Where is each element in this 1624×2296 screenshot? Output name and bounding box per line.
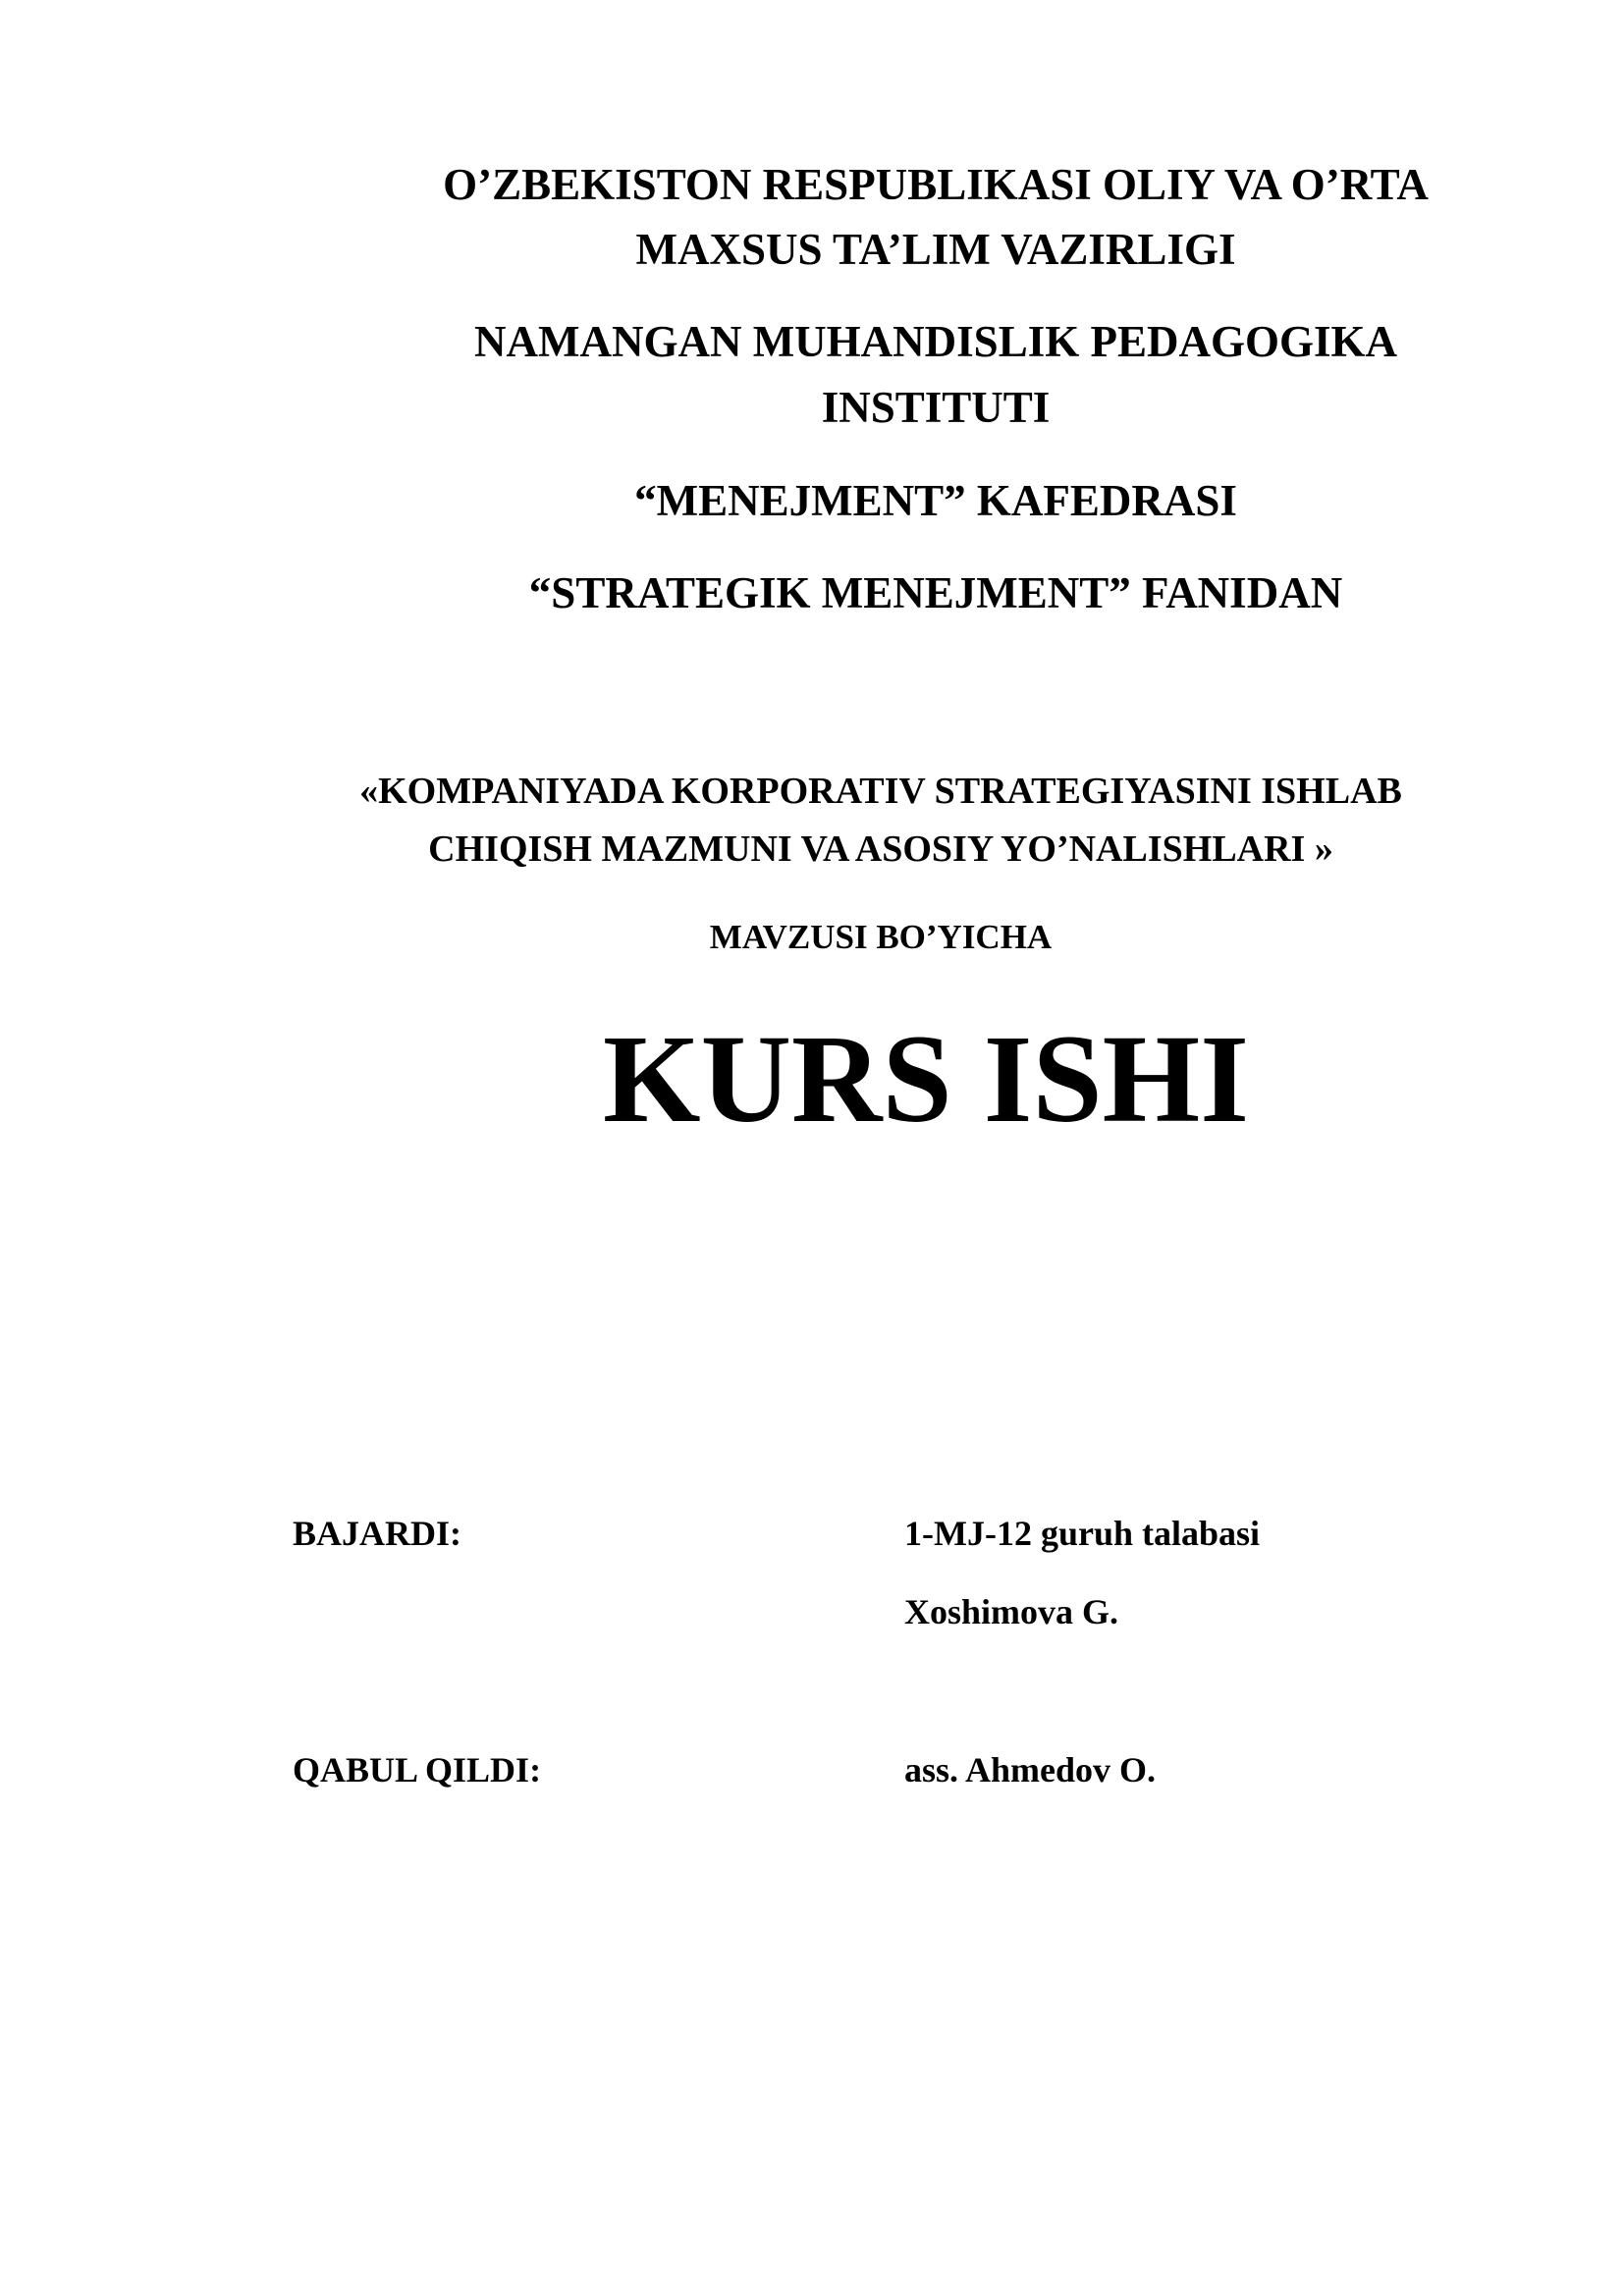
accepted-name: ass. Ahmedov O.	[904, 1750, 1157, 1789]
ministry-line-1: O’ZBEKISTON RESPUBLIKASI OLIY VA O’RTA	[443, 160, 1429, 209]
topic-line-2: CHIQISH MAZMUNI VA ASOSIY YO’NALISHLARI »	[428, 828, 1333, 870]
subject-line: “STRATEGIK MENEJMENT” FANIDAN	[528, 568, 1343, 617]
performed-label: BAJARDI:	[293, 1514, 462, 1553]
department-line: “MENEJMENT” KAFEDRASI	[634, 476, 1237, 525]
performed-group: 1-MJ-12 guruh talabasi	[904, 1514, 1261, 1553]
institute-line-1: NAMANGAN MUHANDISLIK PEDAGOGIKA	[473, 317, 1397, 366]
institute-line-2: INSTITUTI	[821, 383, 1051, 432]
document-type-title: KURS ISHI	[603, 1009, 1249, 1148]
accepted-label: QABUL QILDI:	[293, 1750, 542, 1789]
ministry-line-2: MAXSUS TA’LIM VAZIRLIGI	[635, 225, 1236, 274]
performed-name: Xoshimova G.	[904, 1592, 1119, 1631]
topic-line-3: MAVZUSI BO’YICHA	[709, 918, 1053, 956]
topic-line-1: «KOMPANIYADA KORPORATIV STRATEGIYASINI ISHLAB	[359, 771, 1402, 812]
